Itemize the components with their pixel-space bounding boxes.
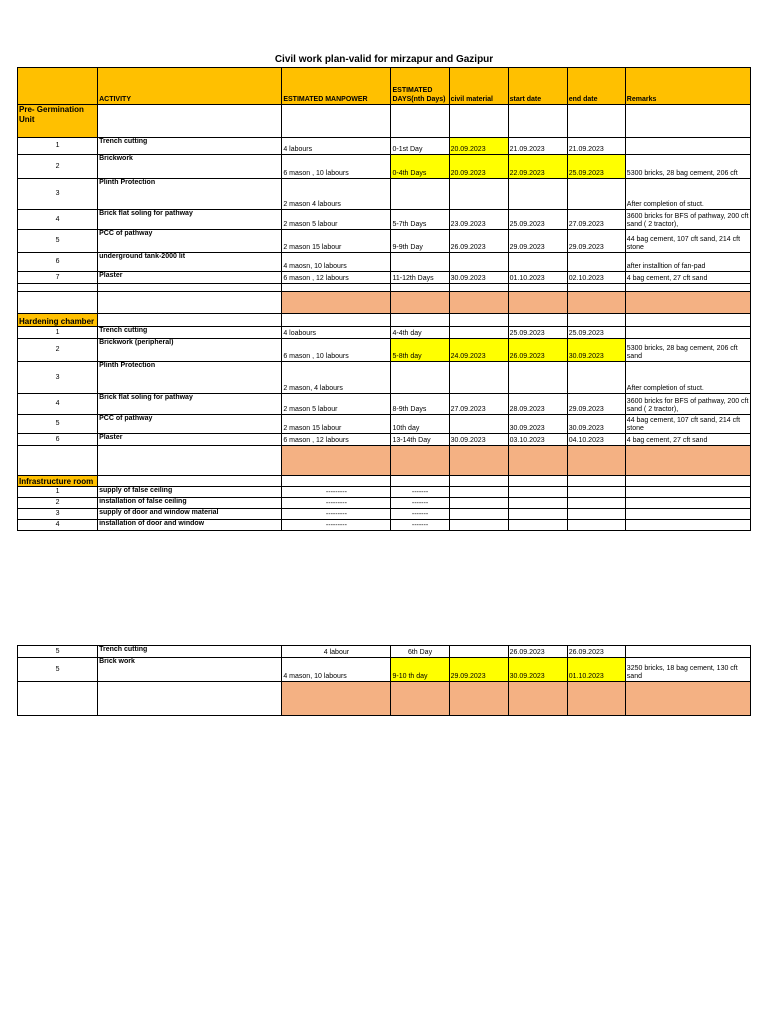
material-cell: [449, 179, 508, 210]
activity-cell: Plaster: [98, 272, 282, 284]
days-cell: 9-10 th day: [391, 658, 449, 682]
start-date-cell: 29.09.2023: [508, 230, 567, 253]
manpower-cell: 4 mason, 10 labours: [282, 658, 391, 682]
manpower-cell: 2 mason 5 labour: [282, 394, 391, 415]
table-row: [18, 415, 751, 434]
days-cell: 5-7th Days: [391, 210, 449, 230]
start-date-cell: [508, 520, 567, 531]
end-date-cell: [567, 487, 625, 498]
activity-cell: installation of false ceiling: [98, 498, 282, 509]
material-cell: 23.09.2023: [449, 210, 508, 230]
days-cell: [391, 362, 449, 394]
row-number: 2: [18, 339, 98, 362]
material-cell: [449, 253, 508, 272]
remarks-cell: [625, 646, 750, 658]
start-date-cell: 30.09.2023: [508, 415, 567, 434]
orange-row: [18, 292, 751, 314]
table-row: [18, 434, 751, 446]
activity-cell: underground tank-2000 lit: [98, 253, 282, 272]
end-date-cell: 25.09.2023: [567, 327, 625, 339]
manpower-cell: 4 maosn, 10 labours: [282, 253, 391, 272]
remarks-cell: 3600 bricks for BFS of pathway, 200 cft sand ( 2 tractor),: [625, 394, 750, 415]
row-number: 4: [18, 394, 98, 415]
section-label-hardening: Hardening chamber: [18, 314, 98, 327]
days-cell: 4-4th day: [391, 327, 449, 339]
start-date-cell: [508, 498, 567, 509]
end-date-cell: 29.09.2023: [567, 394, 625, 415]
end-date-cell: [567, 362, 625, 394]
days-cell: 0-1st Day: [391, 138, 449, 155]
row-number: 2: [18, 498, 98, 509]
material-cell: 29.09.2023: [449, 658, 508, 682]
activity-cell: Brickwork: [98, 155, 282, 179]
days-cell: -------: [391, 498, 449, 509]
days-cell: 11-12th Days: [391, 272, 449, 284]
days-cell: [391, 253, 449, 272]
activity-cell: Brickwork (peripheral): [98, 339, 282, 362]
sheet-title: Civil work plan-valid for mirzapur and Gazipur: [274, 54, 494, 65]
header-remarks: Remarks: [625, 68, 750, 105]
extra-rows: [18, 646, 751, 682]
days-cell: -------: [391, 487, 449, 498]
table-row: [18, 327, 751, 339]
row-number: 2: [18, 155, 98, 179]
remarks-cell: 3250 bricks, 18 bag cement, 130 cft sand: [625, 658, 750, 682]
end-date-cell: [567, 498, 625, 509]
manpower-cell: 2 mason, 4 labours: [282, 362, 391, 394]
start-date-cell: 25.09.2023: [508, 210, 567, 230]
activity-cell: Brick work: [98, 658, 282, 682]
orange-row-3: [18, 682, 751, 716]
orange-row-2: [18, 446, 751, 476]
table-row: [18, 394, 751, 415]
remarks-cell: 5300 bricks, 28 bag cement, 206 cft sand: [625, 339, 750, 362]
remarks-cell: after installtion of fan-pad: [625, 253, 750, 272]
table-row: [18, 339, 751, 362]
end-date-cell: 25.09.2023: [567, 155, 625, 179]
table-row: [18, 155, 751, 179]
manpower-cell: 2 mason 15 labour: [282, 230, 391, 253]
end-date-cell: 29.09.2023: [567, 230, 625, 253]
row-number: 4: [18, 520, 98, 531]
days-cell: 5-8th day: [391, 339, 449, 362]
activity-cell: Brick flat soling for pathway: [98, 210, 282, 230]
remarks-cell: [625, 327, 750, 339]
start-date-cell: 22.09.2023: [508, 155, 567, 179]
remarks-cell: [625, 487, 750, 498]
material-cell: 20.09.2023: [449, 155, 508, 179]
activity-cell: Plinth Protection: [98, 179, 282, 210]
days-cell: 8-9th Days: [391, 394, 449, 415]
section-row-pre: [18, 105, 751, 138]
remarks-cell: 44 bag cement, 107 cft sand, 214 cft stone: [625, 415, 750, 434]
days-cell: 0-4th Days: [391, 155, 449, 179]
row-number: 5: [18, 658, 98, 682]
days-cell: 13-14th Day: [391, 434, 449, 446]
start-date-cell: [508, 487, 567, 498]
material-cell: [449, 487, 508, 498]
remarks-cell: [625, 138, 750, 155]
start-date-cell: 26.09.2023: [508, 646, 567, 658]
row-number: 3: [18, 362, 98, 394]
start-date-cell: [508, 509, 567, 520]
remarks-cell: 4 bag cement, 27 cft sand: [625, 434, 750, 446]
activity-cell: Trench cutting: [98, 138, 282, 155]
remarks-cell: After completion of stuct.: [625, 362, 750, 394]
material-cell: 27.09.2023: [449, 394, 508, 415]
activity-cell: Brick flat soling for pathway: [98, 394, 282, 415]
remarks-cell: 44 bag cement, 107 cft sand, 214 cft stone: [625, 230, 750, 253]
activity-cell: Trench cutting: [98, 327, 282, 339]
header-row: [18, 68, 751, 105]
start-date-cell: 30.09.2023: [508, 658, 567, 682]
days-cell: 10th day: [391, 415, 449, 434]
end-date-cell: 27.09.2023: [567, 210, 625, 230]
table-row: [18, 487, 751, 498]
section-label-infra: Infrastructure room: [18, 476, 98, 487]
table-row: [18, 498, 751, 509]
material-cell: [449, 362, 508, 394]
days-cell: 9-9th Day: [391, 230, 449, 253]
days-cell: 6th Day: [391, 646, 449, 658]
days-cell: [391, 179, 449, 210]
days-cell: -------: [391, 520, 449, 531]
table-row: [18, 509, 751, 520]
table-row: [18, 520, 751, 531]
start-date-cell: 25.09.2023: [508, 327, 567, 339]
activity-cell: Plinth Protection: [98, 362, 282, 394]
table-row: [18, 272, 751, 284]
end-date-cell: 30.09.2023: [567, 339, 625, 362]
end-date-cell: 02.10.2023: [567, 272, 625, 284]
table-row: [18, 253, 751, 272]
header-manpower: ESTIMATED MANPOWER: [282, 68, 391, 105]
manpower-cell: ---------: [282, 487, 391, 498]
table-row: [18, 179, 751, 210]
material-cell: [449, 509, 508, 520]
extra-table: [17, 645, 751, 716]
table-row: [18, 138, 751, 155]
material-cell: [449, 520, 508, 531]
activity-cell: installation of door and window: [98, 520, 282, 531]
spacer-row: [18, 284, 751, 292]
end-date-cell: 04.10.2023: [567, 434, 625, 446]
activity-cell: Trench cutting: [98, 646, 282, 658]
section-label-pre: Pre- Germination Unit: [18, 105, 98, 138]
end-date-cell: [567, 520, 625, 531]
manpower-cell: 6 mason , 12 labours: [282, 434, 391, 446]
days-cell: -------: [391, 509, 449, 520]
table-row: [18, 210, 751, 230]
end-date-cell: [567, 509, 625, 520]
material-cell: 24.09.2023: [449, 339, 508, 362]
material-cell: 20.09.2023: [449, 138, 508, 155]
manpower-cell: 6 mason , 12 labours: [282, 272, 391, 284]
start-date-cell: 28.09.2023: [508, 394, 567, 415]
end-date-cell: 21.09.2023: [567, 138, 625, 155]
manpower-cell: 4 labour: [282, 646, 391, 658]
remarks-cell: [625, 498, 750, 509]
manpower-cell: 6 mason , 10 labours: [282, 339, 391, 362]
activity-cell: Plaster: [98, 434, 282, 446]
manpower-cell: 2 mason 5 labour: [282, 210, 391, 230]
civil-work-table: [17, 67, 751, 531]
end-date-cell: [567, 179, 625, 210]
header-material: civil material: [449, 68, 508, 105]
remarks-cell: 4 bag cement, 27 cft sand: [625, 272, 750, 284]
end-date-cell: 01.10.2023: [567, 658, 625, 682]
table-row: [18, 658, 751, 682]
remarks-cell: [625, 520, 750, 531]
material-cell: 30.09.2023: [449, 272, 508, 284]
section-row-hardening: [18, 314, 751, 327]
start-date-cell: [508, 179, 567, 210]
manpower-cell: 4 labours: [282, 138, 391, 155]
manpower-cell: 2 mason 4 labours: [282, 179, 391, 210]
infrastructure-rows: [18, 487, 751, 531]
hardening-rows: [18, 327, 751, 446]
end-date-cell: [567, 253, 625, 272]
activity-cell: PCC of pathway: [98, 230, 282, 253]
header-start: start date: [508, 68, 567, 105]
activity-cell: supply of false ceiling: [98, 487, 282, 498]
end-date-cell: 30.09.2023: [567, 415, 625, 434]
start-date-cell: [508, 253, 567, 272]
remarks-cell: [625, 509, 750, 520]
row-number: 5: [18, 230, 98, 253]
activity-cell: PCC of pathway: [98, 415, 282, 434]
header-activity: ACTIVITY: [98, 68, 282, 105]
material-cell: 30.09.2023: [449, 434, 508, 446]
manpower-cell: ---------: [282, 498, 391, 509]
header-days: ESTIMATED DAYS(nth Days): [391, 68, 449, 105]
end-date-cell: 26.09.2023: [567, 646, 625, 658]
start-date-cell: 01.10.2023: [508, 272, 567, 284]
header-end: end date: [567, 68, 625, 105]
start-date-cell: 26.09.2023: [508, 339, 567, 362]
manpower-cell: ---------: [282, 509, 391, 520]
row-number: 4: [18, 210, 98, 230]
start-date-cell: 03.10.2023: [508, 434, 567, 446]
row-number: 5: [18, 415, 98, 434]
remarks-cell: 5300 bricks, 28 bag cement, 206 cft: [625, 155, 750, 179]
material-cell: 26.09.2023: [449, 230, 508, 253]
remarks-cell: 3600 bricks for BFS of pathway, 200 cft sand ( 2 tractor),: [625, 210, 750, 230]
row-number: 1: [18, 487, 98, 498]
row-number: 6: [18, 253, 98, 272]
manpower-cell: 2 mason 15 labour: [282, 415, 391, 434]
manpower-cell: ---------: [282, 520, 391, 531]
material-cell: [449, 415, 508, 434]
section-row-infra: [18, 476, 751, 487]
manpower-cell: 6 mason , 10 labours: [282, 155, 391, 179]
table-row: [18, 362, 751, 394]
row-number: 1: [18, 327, 98, 339]
row-number: 6: [18, 434, 98, 446]
material-cell: [449, 498, 508, 509]
table-row: [18, 646, 751, 658]
start-date-cell: [508, 362, 567, 394]
header-blank: [18, 68, 98, 105]
remarks-cell: After completion of stuct.: [625, 179, 750, 210]
start-date-cell: 21.09.2023: [508, 138, 567, 155]
table-row: [18, 230, 751, 253]
row-number: 3: [18, 179, 98, 210]
row-number: 3: [18, 509, 98, 520]
row-number: 5: [18, 646, 98, 658]
material-cell: [449, 646, 508, 658]
row-number: 1: [18, 138, 98, 155]
material-cell: [449, 327, 508, 339]
pre-germination-rows: [18, 138, 751, 284]
manpower-cell: 4 loabours: [282, 327, 391, 339]
activity-cell: supply of door and window material: [98, 509, 282, 520]
row-number: 7: [18, 272, 98, 284]
